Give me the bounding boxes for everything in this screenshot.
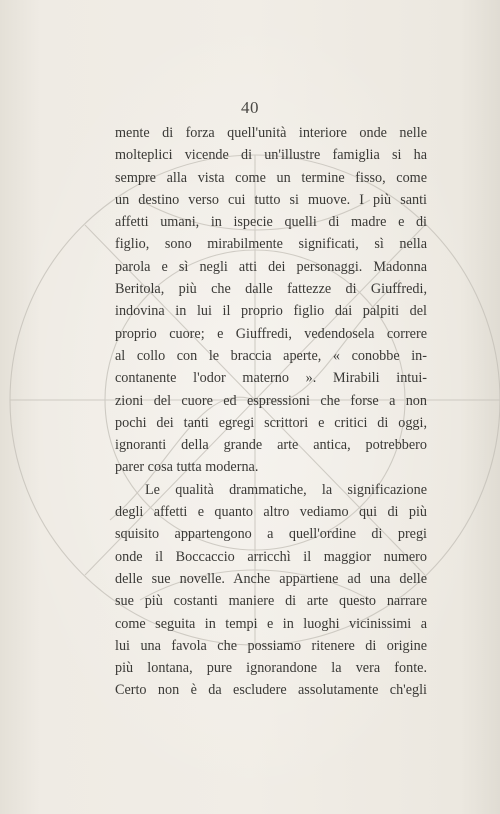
text-line: al collo con le braccia aperte, « conobbe in- xyxy=(115,347,427,364)
text-line: contanente l'odor materno ». Mirabili intui- xyxy=(115,370,427,387)
text-line: lui una favola che possiamo ritenere di origine xyxy=(115,637,427,654)
text-line: delle sue novelle. Anche appartiene ad una delle xyxy=(115,570,427,587)
text-line: sue più costanti maniere di arte questo narrare xyxy=(115,593,427,610)
text-line: squisito appartengono a quell'ordine di pregi xyxy=(115,526,427,543)
text-line: ignoranti della grande arte antica, potrebbero xyxy=(115,437,427,454)
text-line: mente di forza quell'unità interiore onde nelle xyxy=(115,125,427,141)
text-line: parer cosa tutta moderna. xyxy=(115,459,259,476)
text-line: pochi dei tanti egregi scrittori e critici di oggi, xyxy=(115,414,427,431)
text-line: come seguita in tempi e in luoghi vicinissimi a xyxy=(115,615,427,632)
text-line: zioni del cuore ed espressioni che forse a non xyxy=(115,392,427,409)
text-line: degli affetti e quanto altro vediamo qui di più xyxy=(115,504,427,521)
text-line: parola e sì negli atti dei personaggi. Madonna xyxy=(115,258,427,275)
paragraph-start-line: Le qualità drammatiche, la significazione xyxy=(145,481,427,498)
text-line: figlio, sono mirabilmente significati, sì nella xyxy=(115,236,427,253)
text-line: molteplici vicende di un'illustre famiglia si ha xyxy=(115,147,427,164)
body-text xyxy=(115,122,427,702)
text-line: affetti umani, in ispecie quelli di madre e di xyxy=(115,214,427,231)
page-number: 40 xyxy=(241,98,259,117)
text-line: indovina in lui il proprio figlio dai palpiti del xyxy=(115,303,427,320)
text-line: Beritola, più che dalle fattezze di Giuffredi, xyxy=(115,281,427,298)
text-line: sempre alla vista come un termine fisso, come xyxy=(115,169,427,186)
text-line: Certo non è da escludere assolutamente ch'egli xyxy=(115,682,427,699)
text-line: più lontana, pure ignorandone la vera fonte. xyxy=(115,660,427,677)
text-line: onde il Boccaccio arricchì il maggior numero xyxy=(115,548,427,565)
text-line: un destino verso cui tutto si muove. I più santi xyxy=(115,191,427,208)
text-line: proprio cuore; e Giuffredi, vedendosela correre xyxy=(115,325,427,342)
